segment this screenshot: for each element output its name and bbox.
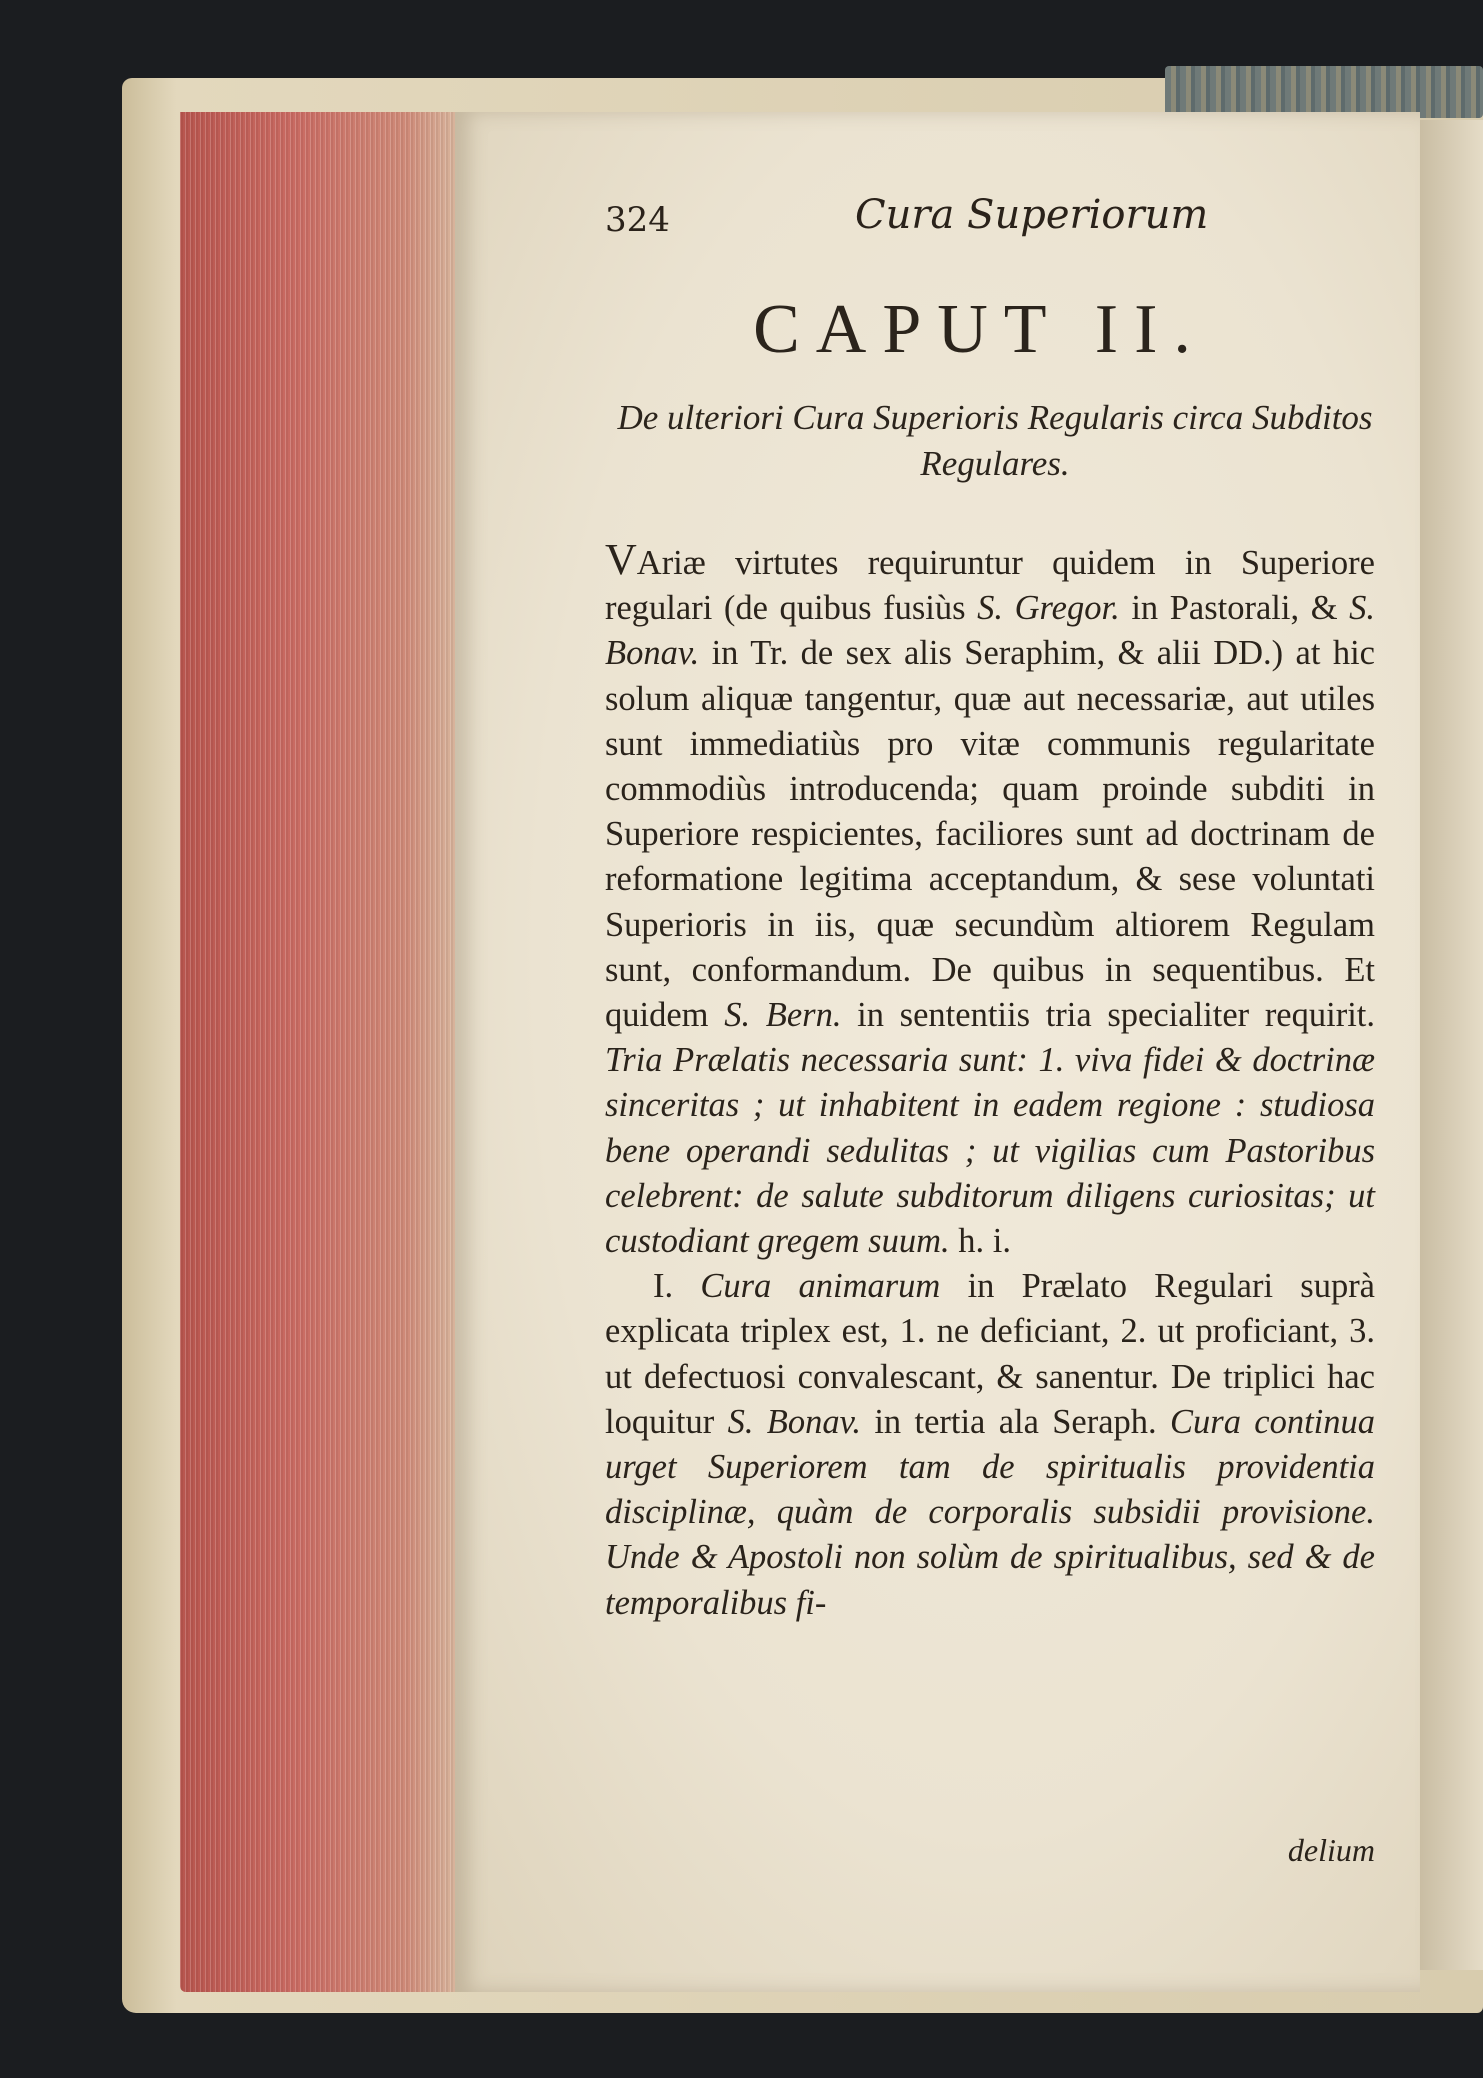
text-run: in Pastorali, &: [1119, 589, 1350, 628]
text-run: I.: [653, 1267, 701, 1306]
text-run: V: [605, 535, 637, 584]
text-run: in Prælato Regulari suprà explicata triplex est, 1. ne deficiant, 2. ut proficiant, 3. ut defectuosi convalescant, & sanentur. De triplici hac loquitur: [605, 1267, 1375, 1441]
body-text: [605, 535, 1376, 1626]
text-run: Cura continua urget Superiorem tam de spiritualis providentia disciplinæ, quàm de corporalis subsidii provisione. Unde & Apostoli non solùm de spiritualibus, sed & de temporalibus fi-: [605, 1402, 1376, 1622]
text-run: in sententiis tria specialiter requirit.: [841, 996, 1375, 1035]
text-run: in tertia ala Seraph.: [861, 1402, 1171, 1441]
text-run: Tria Prælatis necessaria sunt: 1. viva fidei & doctrinæ sinceritas ; ut inhabitent in eadem regione : studiosa bene operandi sedulitas ; ut vigilias cum Pastoribus celebrent: de salute subditorum diligens curiositas; ut custodiant gregem suum.: [605, 1041, 1375, 1261]
chapter-subtitle: De ulteriori Cura Superioris Regularis circa Subditos Regulares.: [617, 398, 1373, 483]
text-run: S. Bern.: [724, 996, 842, 1035]
catchword: delium: [1287, 1832, 1375, 1868]
text-run: Cura animarum: [700, 1267, 941, 1306]
chapter-title: CAPUT II.: [753, 291, 1207, 368]
text-run: in Tr. de sex alis Seraphim, & alii DD.) at hic solum aliquæ tangentur, quæ aut necessariæ, aut utiles sunt immediatiùs pro vitæ communis regularitate commodiùs introducenda; quam proinde subditi in Superiore respicientes, faciliores sunt ad doctrinam de reformatione legitima acceptandum, & sese voluntati Superioris in iis, quæ secundùm altiorem Regulam sunt, conformandum. De quibus in sequentibus. Et quidem: [605, 634, 1375, 1035]
page-number: 324: [605, 200, 670, 240]
text-run: h. i.: [949, 1222, 1011, 1261]
text-run: S. Bonav.: [727, 1402, 861, 1441]
facing-page-edge: [1420, 120, 1483, 1970]
paragraph-2: [605, 1264, 1375, 1626]
text-run: Ariæ virtutes requiruntur quidem in Superiore regulari (de quibus fusiùs: [605, 544, 1375, 628]
book-spine: [1165, 66, 1483, 118]
text-run: S. Gregor.: [977, 589, 1120, 628]
page-edges: [180, 112, 462, 1992]
running-head: Cura Superiorum: [855, 192, 1209, 238]
text-run: S. Bonav.: [605, 589, 1375, 673]
paragraph-1: [605, 535, 1375, 1264]
